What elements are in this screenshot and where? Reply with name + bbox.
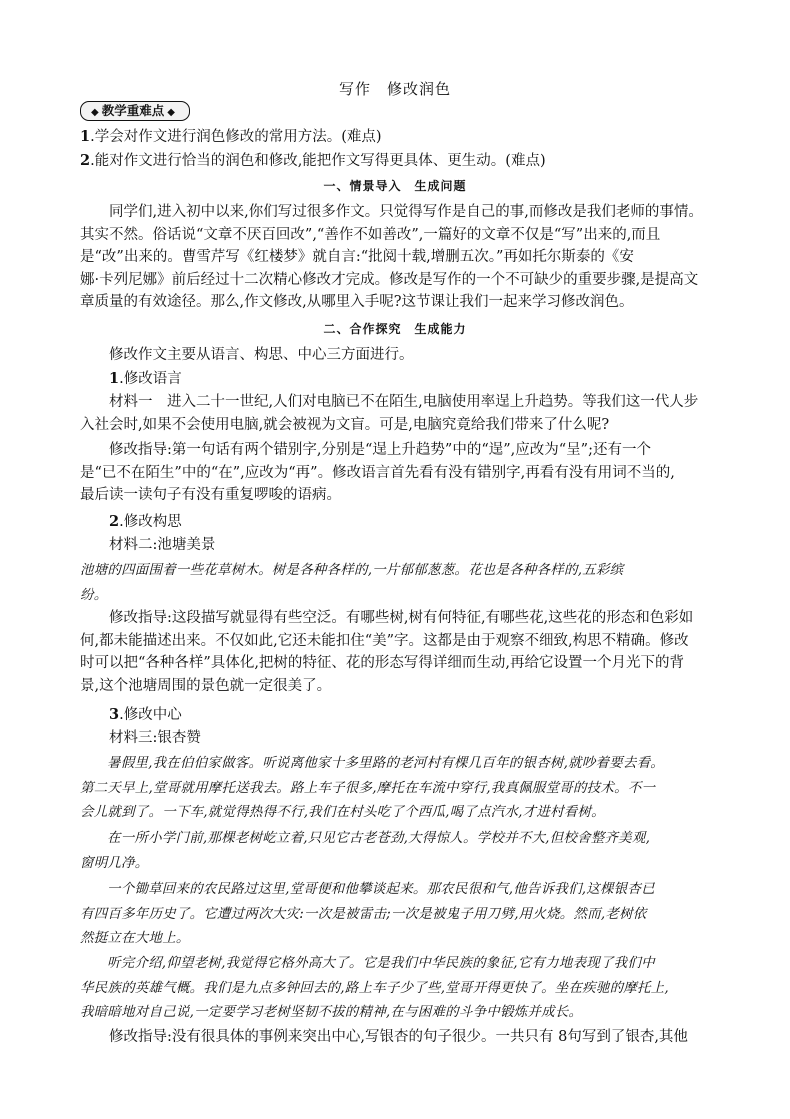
part3-paragraph-1: 暑假里,我在伯伯家做客。听说离他家十多里路的老河村有棵几百年的银杏树,就吵着要去看。 第二天早上,堂哥就用摩托送我去。路上车子很多,摩托在车流中穿行,我真佩服堂哥的技术。不一 会儿就到了。一下车,就觉得热得不行,我们在村头吃了个西瓜,喝了点汽水,才进村看树。 <box>80 755 664 820</box>
diamond-icon: ◆ <box>91 107 99 118</box>
page-title: 写作 修改润色 <box>338 80 451 98</box>
part1-heading: 1.修改语言 <box>109 370 182 387</box>
part3-paragraph-2: 在一所小学门前,那棵老树屹立着,只见它古老苍劲,大得惊人。学校并不大,但校舍整齐美观, 窗明几净。 <box>80 830 651 871</box>
objective-2: 2.能对作文进行恰当的润色和修改,能把作文写得更具体、更生动。(难点) <box>80 152 546 169</box>
section-heading-2: 二、合作探究 生成能力 <box>323 322 467 336</box>
part1-guide: 修改指导:第一句话有两个错别字,分别是“逞上升趋势”中的“逞”,应改为“呈”;还有一个 是“已不在陌生”中的“在”,应改为“再”。修改语言首先看有没有错别字,再看有没有用词不当的, 最后读一读句子有没有重复啰唆的语病。 <box>80 442 675 503</box>
part3-guide: 修改指导:没有很具体的事例来突出中心,写银杏的句子很少。一共只有 8句写到了银杏,其他 <box>109 1029 688 1045</box>
part3-heading: 3.修改中心 <box>109 706 182 723</box>
intro-paragraph: 同学们,进入初中以来,你们写过很多作文。只觉得写作是自己的事,而修改是我们老师的事情。 其实不然。俗话说“文章不厌百回改”,“善作不如善改”,一篇好的文章不仅是“写”出来的,而且 是“改”出来的。曹雪芹写《红楼梦》就自言:“批阅十载,增删五次。”再如托尔斯泰的《安 娜·卡列尼娜》前后经过十二次精心修改才完成。修改是写作的一个不可缺少的重要步骤,是提高文 章质量的有效途径。那么,作文修改,从哪里入手呢?这节课让我们一起来学习修改润色。 <box>80 204 703 310</box>
diamond-icon: ◆ <box>167 107 175 118</box>
part2-material: 池塘的四面围着一些花草树木。树是各种各样的,一片郁郁葱葱。花也是各种各样的,五彩缤 纷。 <box>80 562 624 603</box>
badge-label: 教学重难点 <box>101 103 165 118</box>
section-heading-1: 一、情景导入 生成问题 <box>323 179 467 193</box>
part2-heading: 2.修改构思 <box>109 513 182 530</box>
part3-paragraph-4: 听完介绍,仰望老树,我觉得它格外高大了。它是我们中华民族的象征,它有力地表现了我们中 华民族的英雄气概。我们是九点多钟回去的,路上车子少了些,堂哥开得更快了。坐在疾驰的摩托上, 我暗暗地对自己说,一定要学习老树坚韧不拔的精神,在与困难的斗争中锻炼并成长。 <box>80 955 669 1020</box>
objective-1: 1.学会对作文进行润色修改的常用方法。(难点) <box>80 128 382 145</box>
part3-paragraph-3: 一个锄草回来的农民路过这里,堂哥便和他攀谈起来。那农民很和气,他告诉我们,这棵银杏已 有四百多年历史了。它遭过两次大灾:一次是被雷击;一次是被鬼子用刀劈,用火烧。然而,老树依 然挺立在大地上。 <box>80 881 655 946</box>
part3-material-title: 材料三:银杏赞 <box>109 730 201 746</box>
part2-guide: 修改指导:这段描写就显得有些空泛。有哪些树,树有何特征,有哪些花,这些花的形态和色彩如 何,都未能描述出来。不仅如此,它还未能扣住“美”字。这都是由于观察不细致,构思不精确。修改 时可以把“各种各样”具体化,把树的特征、花的形态写得详细而生动,再给它设置一个月光下的背 景,这个池塘周围的景色就一定很美了。 <box>80 610 694 694</box>
part2-material-title: 材料二:池塘美景 <box>109 537 216 553</box>
key-points-badge <box>80 101 190 121</box>
overview-text: 修改作文主要从语言、构思、中心三方面进行。 <box>109 347 414 363</box>
part1-material: 材料一 进入二十一世纪,人们对电脑已不在陌生,电脑使用率逞上升趋势。等我们这一代人步 入社会时,如果不会使用电脑,就会被视为文盲。可是,电脑究竟给我们带来了什么呢? <box>80 394 699 433</box>
